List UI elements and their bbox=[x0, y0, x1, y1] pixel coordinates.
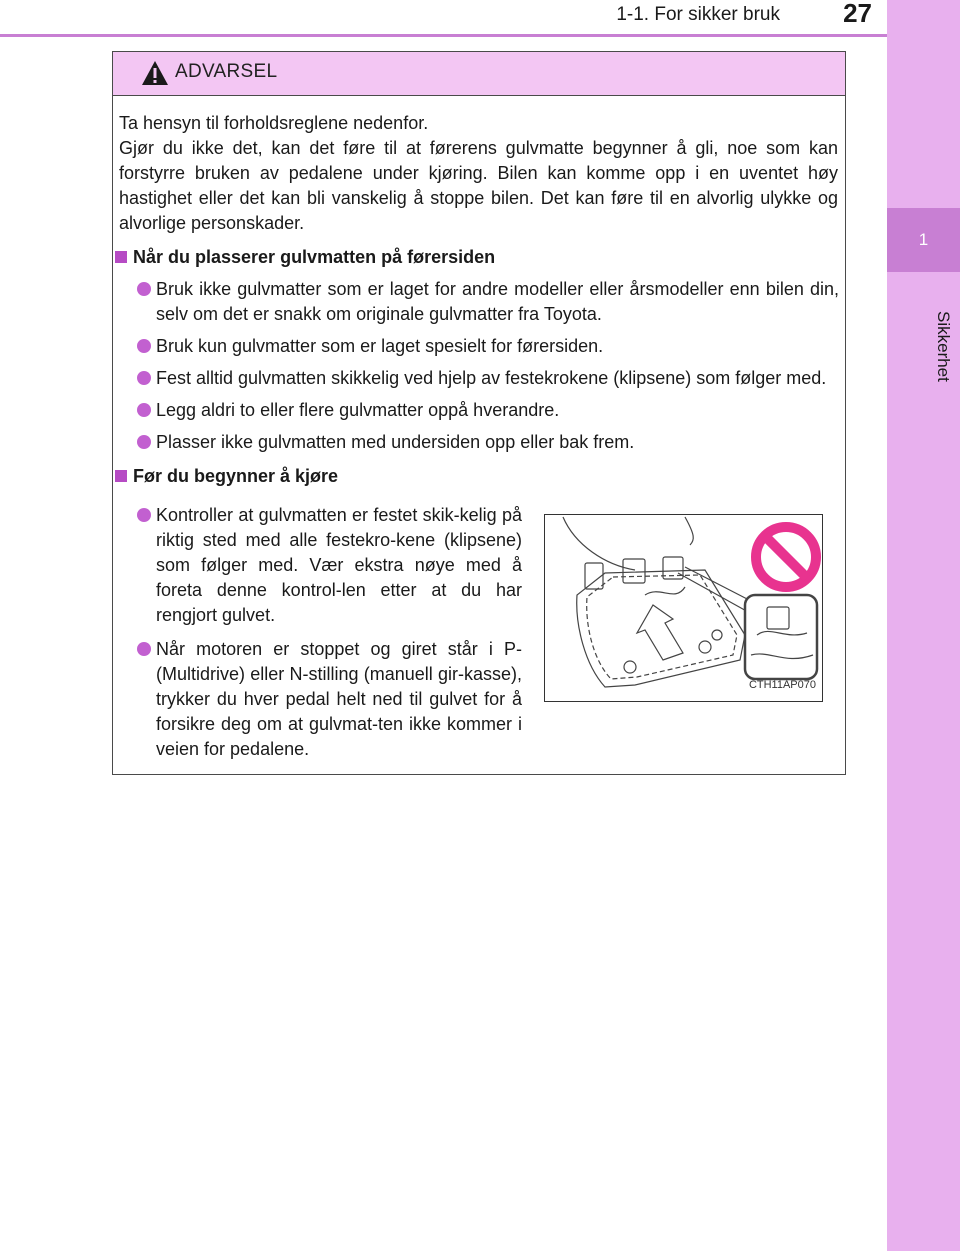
section-heading: Før du begynner å kjøre bbox=[115, 464, 844, 489]
intro-line: Gjør du ikke det, kan det føre til at førerens gulvmatte begynner å gli, noe som kan forstyrre bruken av pedalene under kjøring. Bilen kan komme opp i en uventet høy hastighet eller det kan bli vanskelig å stoppe bilen. Det kan føre til en alvorlig ulykke og alvorlige personskader. bbox=[119, 138, 838, 233]
figure-code: CTH11AP070 bbox=[748, 679, 816, 691]
chapter-side-tab bbox=[887, 0, 960, 1251]
list-item: Bruk ikke gulvmatter som er laget for andre modeller eller årsmodeller enn bilen din, selv om det er snakk om originale gulvmatter fra Toyota. bbox=[113, 277, 839, 327]
list-item: Plasser ikke gulvmatten med undersiden opp eller bak frem. bbox=[113, 430, 839, 455]
round-bullet-icon bbox=[137, 339, 151, 353]
round-bullet-icon bbox=[137, 508, 151, 522]
section-heading: Når du plasserer gulvmatten på førersiden bbox=[115, 245, 844, 270]
warning-header bbox=[113, 52, 845, 96]
round-bullet-icon bbox=[137, 282, 151, 296]
square-bullet-icon bbox=[115, 251, 127, 263]
round-bullet-icon bbox=[137, 435, 151, 449]
warning-triangle-icon bbox=[141, 60, 169, 86]
header-section-title: 1-1. For sikker bruk bbox=[616, 4, 780, 25]
chapter-number-box bbox=[887, 208, 960, 272]
warning-title: ADVARSEL bbox=[175, 61, 278, 82]
list-item: Fest alltid gulvmatten skikkelig ved hjelp av festekrokene (klipsene) som følger med. bbox=[113, 366, 839, 391]
square-bullet-icon bbox=[115, 470, 127, 482]
warning-box bbox=[112, 51, 846, 775]
intro-line: Ta hensyn til forholdsreglene nedenfor. bbox=[119, 113, 429, 133]
round-bullet-icon bbox=[137, 642, 151, 656]
page-number: 27 bbox=[843, 0, 872, 28]
round-bullet-icon bbox=[137, 371, 151, 385]
header-rule bbox=[0, 34, 887, 37]
list-item: Legg aldri to eller flere gulvmatter oppå hverandre. bbox=[113, 398, 839, 423]
floor-mat-illustration bbox=[544, 514, 823, 702]
list-item: Bruk kun gulvmatter som er laget spesielt for førersiden. bbox=[113, 334, 839, 359]
section2-body bbox=[113, 503, 844, 763]
list-item: Kontroller at gulvmatten er festet skik-kelig på riktig sted med alle festekro-kene (klipsene) som følger med. Vær ekstra nøye med å foreta denne kontrol-len etter at du har rengjort gulvet. bbox=[113, 503, 522, 628]
warning-intro bbox=[119, 111, 838, 236]
list-item: Når motoren er stoppet og giret står i P-(Multidrive) eller N-stilling (manuell gir-kasse), trykker du hver pedal helt ned til gulvet for å forsikre deg om at gulvmat-ten ikke kommer i veien for pedalene. bbox=[113, 637, 522, 762]
chapter-number: 1 bbox=[918, 230, 929, 249]
chapter-label: Sikkerhet bbox=[934, 310, 953, 382]
round-bullet-icon bbox=[137, 403, 151, 417]
warning-content bbox=[113, 95, 844, 763]
